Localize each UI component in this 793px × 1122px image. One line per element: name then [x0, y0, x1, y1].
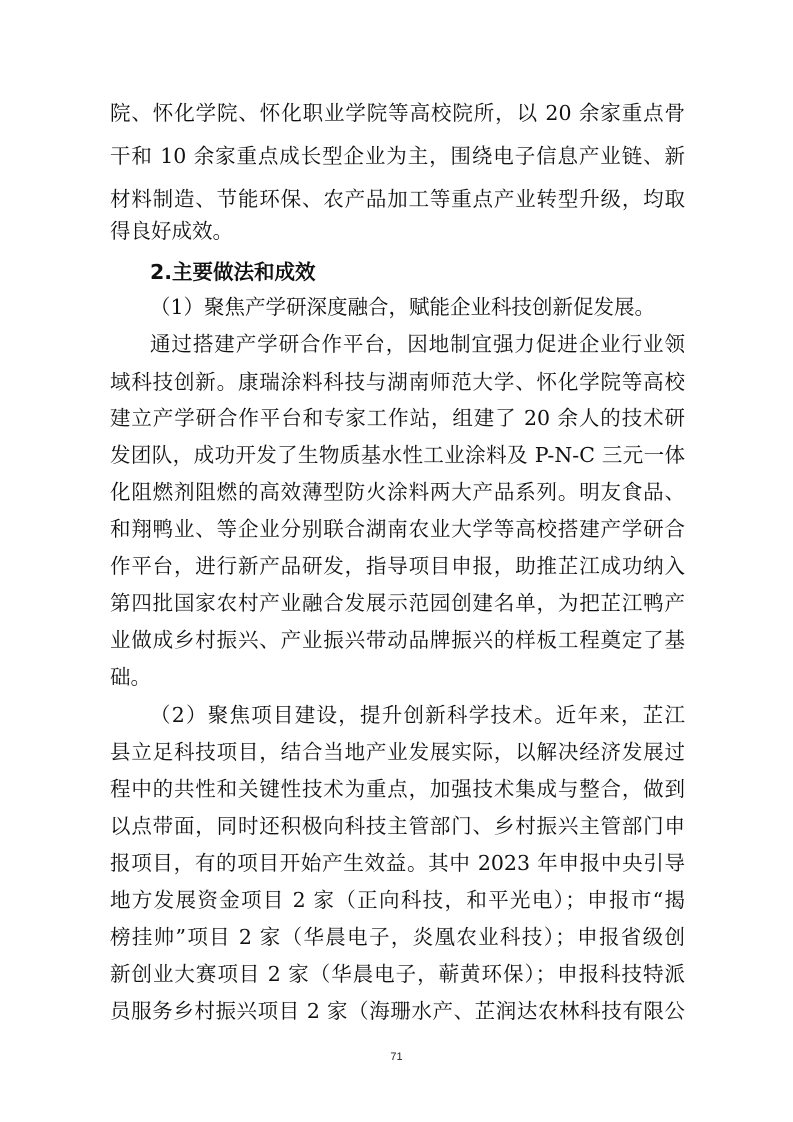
paragraph-2-line-9: 业做成乡村振兴、产业振兴带动品牌振兴的样板工程奠定了基 [110, 628, 685, 652]
paragraph-2-line-7: 作平台，进行新产品研发，指导项目申报，助推芷江成功纳入 [110, 554, 685, 578]
paragraph-1-line-1: 院、怀化学院、怀化职业学院等高校院所，以 20 余家重点骨 [110, 101, 685, 125]
paragraph-3-line-1: （2）聚焦项目建设，提升创新科学技术。近年来，芷江 [150, 703, 685, 727]
paragraph-2-line-8: 第四批国家农村产业融合发展示范园创建名单，为把芷江鸭产 [110, 591, 685, 615]
paragraph-2-line-6: 和翔鸭业、等企业分别联合湖南农业大学等高校搭建产学研合 [110, 517, 685, 541]
paragraph-3-line-7: 榜挂帅”项目 2 家（华晨电子，炎凰农业科技）；申报省级创 [110, 925, 685, 949]
paragraph-3-line-8: 新创业大赛项目 2 家（华晨电子，蕲黄环保）；申报科技特派 [110, 962, 685, 986]
paragraph-3-line-6: 地方发展资金项目 2 家（正向科技，和平光电）；申报市“揭 [110, 888, 685, 912]
subheading-1: （1）聚焦产学研深度融合，赋能企业科技创新促发展。 [150, 295, 656, 319]
page-number: 71 [390, 1051, 403, 1063]
paragraph-1-line-3: 材料制造、节能环保、农产品加工等重点产业转型升级，均取 [110, 187, 685, 211]
paragraph-1-line-4: 得良好成效。 [110, 219, 233, 243]
paragraph-1-line-2: 干和 10 余家重点成长型企业为主，围绕电子信息产业链、新 [110, 144, 685, 168]
paragraph-2-line-3: 建立产学研合作平台和专家工作站，组建了 20 余人的技术研 [110, 406, 685, 430]
paragraph-3-line-5: 报项目，有的项目开始产生效益。其中 2023 年申报中央引导 [110, 851, 685, 875]
paragraph-2-line-10: 础。 [110, 665, 151, 689]
paragraph-2-line-4: 发团队，成功开发了生物质基水性工业涂料及 P-N-C 三元一体 [110, 443, 685, 467]
paragraph-3-line-2: 县立足科技项目，结合当地产业发展实际，以解决经济发展过 [110, 740, 685, 764]
paragraph-3-line-9: 员服务乡村振兴项目 2 家（海珊水产、芷润达农林科技有限公 [110, 999, 685, 1023]
paragraph-2-line-1: 通过搭建产学研合作平台，因地制宜强力促进企业行业领 [150, 332, 685, 356]
paragraph-2-line-2: 域科技创新。康瑞涂料科技与湖南师范大学、怀化学院等高校 [110, 370, 685, 394]
paragraph-2-line-5: 化阻燃剂阻燃的高效薄型防火涂料两大产品系列。明友食品、 [110, 480, 685, 504]
paragraph-3-line-4: 以点带面，同时还积极向科技主管部门、乡村振兴主管部门申 [110, 814, 685, 838]
paragraph-3-line-3: 程中的共性和关键性技术为重点，加强技术集成与整合，做到 [110, 777, 685, 801]
section-heading: 2.主要做法和成效 [150, 260, 316, 284]
